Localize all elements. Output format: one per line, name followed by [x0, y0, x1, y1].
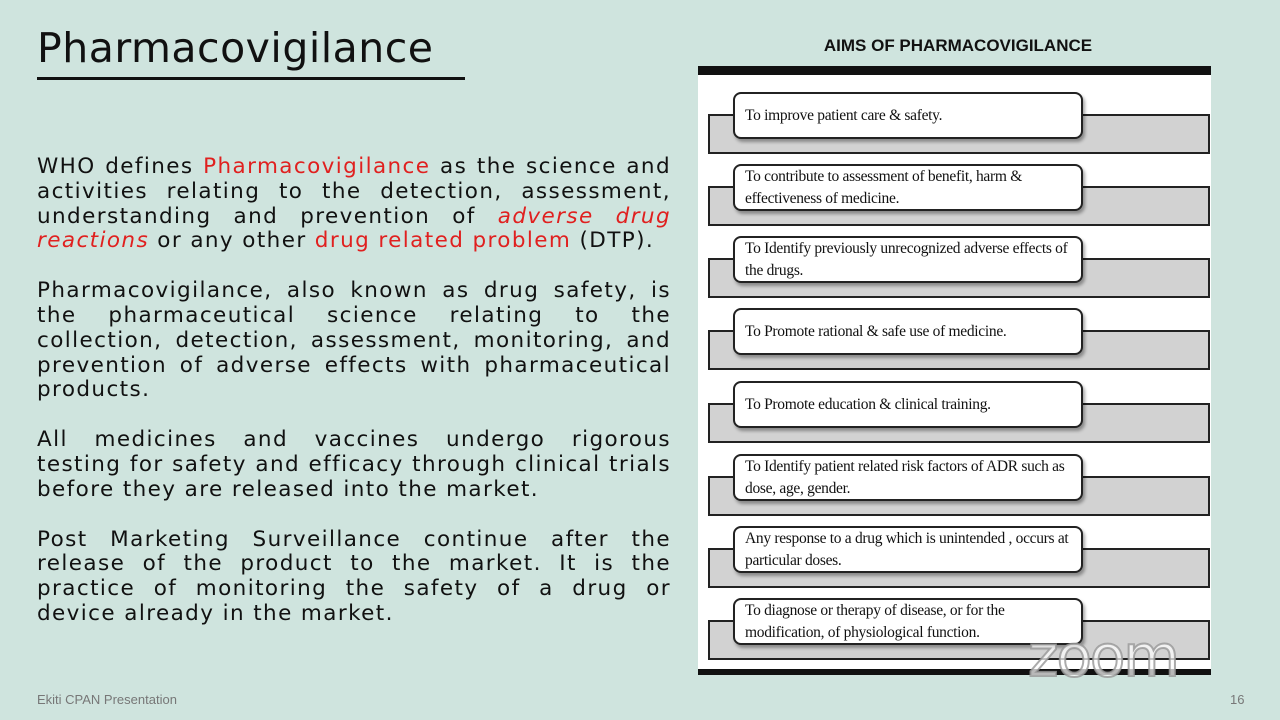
aim-text: To Identify previously unrecognized adverse effects of the drugs.: [745, 239, 1068, 279]
title-underline: [37, 77, 465, 80]
term-drug-related-problem: drug related problem: [314, 228, 572, 254]
aim-item: [698, 236, 1211, 304]
definition-text-4: (DTP).: [571, 228, 655, 254]
page-number: 16: [1230, 692, 1245, 707]
aims-diagram: [698, 66, 1211, 675]
definition-text-1: WHO defines: [37, 154, 204, 179]
aim-item: [698, 381, 1211, 449]
aim-box: [733, 92, 1083, 139]
aim-text: Any response to a drug which is unintended , occurs at particular doses.: [745, 529, 1069, 569]
aim-text: To improve patient care & safety.: [745, 106, 943, 124]
aim-text: To contribute to assessment of benefit, harm & effectiveness of medicine.: [745, 167, 1022, 207]
footer-presentation-name: Ekiti CPAN Presentation: [37, 692, 177, 707]
aim-box: [733, 454, 1083, 501]
aim-item: [698, 454, 1211, 522]
aim-box: [733, 526, 1083, 573]
aim-item: [698, 164, 1211, 232]
aim-box: [733, 381, 1083, 428]
aim-item: [698, 526, 1211, 594]
aim-text: To Promote education & clinical training.: [745, 395, 991, 413]
slide-title: Pharmacovigilance: [37, 24, 434, 72]
aim-item: [698, 308, 1211, 376]
definition-text-3: or any other: [149, 228, 315, 254]
aim-item: [698, 92, 1211, 160]
slide-body: [37, 155, 671, 652]
drug-safety-paragraph: Pharmacovigilance, also known as drug safety, is the pharmaceutical science relating to the collection, detection, assessment, monitoring, and prevention of adverse effects with pharmaceutical products.: [37, 278, 671, 403]
aim-text: To diagnose or therapy of disease, or for the modification, of physiological function.: [745, 601, 1005, 641]
clinical-trials-paragraph: All medicines and vaccines undergo rigorous testing for safety and efficacy through clinical trials before they are released into the market.: [37, 427, 671, 502]
aims-heading: AIMS OF PHARMACOVIGILANCE: [823, 36, 1093, 55]
aim-text: To Promote rational & safe use of medicine.: [745, 322, 1007, 340]
aim-box: [733, 236, 1083, 283]
post-marketing-paragraph: Post Marketing Surveillance continue after the release of the product to the market. It is the practice of monitoring the safety of a drug or device already in the market.: [37, 526, 671, 626]
aim-text: To Identify patient related risk factors of ADR such as dose, age, gender.: [745, 457, 1065, 497]
aim-box: [733, 164, 1083, 211]
term-adverse-drug-reactions: adverse drug reactions: [37, 203, 672, 254]
term-pharmacovigilance: Pharmacovigilance: [203, 154, 431, 179]
zoom-watermark: zoom: [1028, 622, 1178, 690]
definition-text-2: as the science and activities relating to the detection, assessment, understanding and prevention of: [37, 154, 671, 229]
aim-box: [733, 308, 1083, 355]
definition-paragraph: [37, 155, 671, 254]
